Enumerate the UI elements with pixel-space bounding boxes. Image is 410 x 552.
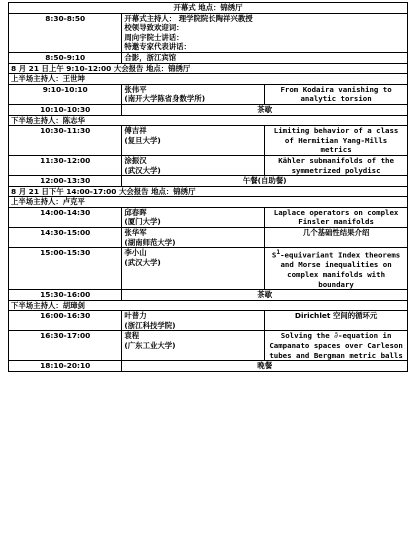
speaker-affiliation: (武汉大学) xyxy=(124,257,161,267)
dinner-row xyxy=(9,361,408,372)
talk-speaker xyxy=(122,207,265,227)
talk-time: 16:30-17:00 xyxy=(9,331,122,361)
speaker-name: 邱春晖 xyxy=(124,207,147,217)
tea-break-time: 10:10-10:30 xyxy=(9,104,122,115)
dbar-symbol: ∂̄ xyxy=(334,331,338,341)
talk-row xyxy=(9,126,408,156)
lunch-label: 午餐(自助餐) xyxy=(122,176,408,187)
morning-chair1: 上半场主持人：王世坤 xyxy=(9,74,408,85)
tea-break-label: 茶歇 xyxy=(122,104,408,115)
opening-host-line: 开幕式主持人： 理学院院长陶祥兴教授 xyxy=(124,13,253,23)
speaker-affiliation: (厦门大学) xyxy=(124,217,161,227)
afternoon-chair1: 上半场主持人：卢克平 xyxy=(9,197,408,208)
talk-row xyxy=(9,155,408,175)
lunch-row xyxy=(9,176,408,187)
tea-break-row xyxy=(9,104,408,115)
talk-row xyxy=(9,228,408,248)
morning-chair2: 下半场主持人：陈志华 xyxy=(9,115,408,126)
morning-chair2-row xyxy=(9,115,408,126)
tea-break-label: 茶歇 xyxy=(122,290,408,301)
morning-header-row xyxy=(9,63,408,74)
talk-speaker xyxy=(122,248,265,290)
photo-row xyxy=(9,52,408,63)
talk-title: Dirichlet 空间的循环元 xyxy=(265,311,408,331)
schedule-table xyxy=(8,2,408,372)
title-prefix: S xyxy=(271,250,277,260)
talk-title xyxy=(265,331,408,361)
talk-time: 11:30-12:00 xyxy=(9,155,122,175)
talk-title xyxy=(265,248,408,290)
morning-chair1-row xyxy=(9,74,408,85)
dinner-time: 18:10-20:10 xyxy=(9,361,122,372)
talk-time: 10:30-11:30 xyxy=(9,126,122,156)
speaker-affiliation: (广东工业大学) xyxy=(124,341,176,351)
opening-time: 8:30-8:50 xyxy=(9,13,122,52)
afternoon-chair2: 下半场主持人：胡璋剑 xyxy=(9,300,408,311)
talk-row xyxy=(9,84,408,104)
speaker-name: 李小山 xyxy=(124,248,147,258)
morning-header: 8 月 21 日上午 9:10-12:00 大会报告 地点：锦绣厅 xyxy=(9,63,408,74)
afternoon-chair1-row xyxy=(9,197,408,208)
tea-break-row xyxy=(9,290,408,301)
talk-time: 9:10-10:10 xyxy=(9,84,122,104)
speaker-affiliation: (武汉大学) xyxy=(124,165,161,175)
lunch-time: 12:00-13:30 xyxy=(9,176,122,187)
photo-time: 8:50-9:10 xyxy=(9,52,122,63)
title-rest: -equivariant Index theorems and Morse inequalities on complex manifolds with boundary xyxy=(280,250,401,289)
speaker-affiliation: (浙江科技学院) xyxy=(124,320,176,330)
speaker-affiliation: (湖南师范大学) xyxy=(124,237,176,247)
dinner-label: 晚餐 xyxy=(122,361,408,372)
talk-title: From Kodaira vanishing to analytic torsion xyxy=(265,84,408,104)
talk-row xyxy=(9,207,408,227)
opening-row xyxy=(9,13,408,52)
opening-welcome-line: 校领导致欢迎词： xyxy=(124,23,184,33)
speaker-name: 张伟平 xyxy=(124,84,147,94)
talk-speaker xyxy=(122,331,265,361)
opening-details xyxy=(122,13,408,52)
talk-title: Limiting behavior of a class of Hermitian Yang-Mills metrics xyxy=(265,126,408,156)
title-part-b: -equation in Campanato spaces over Carleson tubes and Bergman metric balls xyxy=(269,331,403,360)
speaker-name: 叶普力 xyxy=(124,311,147,321)
opening-speech-line: 周向宇院士讲话： xyxy=(124,32,184,42)
talk-time: 14:30-15:00 xyxy=(9,228,122,248)
opening-expert-line: 特邀专家代表讲话： xyxy=(124,42,191,52)
tea-break-time: 15:30-16:00 xyxy=(9,290,122,301)
talk-speaker xyxy=(122,311,265,331)
talk-row xyxy=(9,331,408,361)
opening-header: 开幕式 地点：锦绣厅 xyxy=(9,3,408,14)
talk-speaker xyxy=(122,155,265,175)
afternoon-header: 8 月 21 日下午 14:00-17:00 大会报告 地点：锦绣厅 xyxy=(9,186,408,197)
opening-header-row xyxy=(9,3,408,14)
talk-speaker xyxy=(122,228,265,248)
talk-title: 几个基础性结果介绍 xyxy=(265,228,408,248)
speaker-name: 涂振汉 xyxy=(124,155,147,165)
talk-title: Kähler submanifolds of the symmetrized polydisc xyxy=(265,155,408,175)
talk-speaker xyxy=(122,84,265,104)
talk-title: Laplace operators on complex Finsler manifolds xyxy=(265,207,408,227)
title-part-a: Solving the xyxy=(280,331,335,341)
talk-speaker xyxy=(122,126,265,156)
photo-text: 合影，浙江宾馆 xyxy=(122,52,408,63)
speaker-affiliation: (南开大学陈省身数学所) xyxy=(124,94,206,104)
talk-time: 15:00-15:30 xyxy=(9,248,122,290)
talk-row xyxy=(9,311,408,331)
afternoon-chair2-row xyxy=(9,300,408,311)
talk-time: 14:00-14:30 xyxy=(9,207,122,227)
speaker-affiliation: (复旦大学) xyxy=(124,135,161,145)
speaker-name: 张华军 xyxy=(124,228,147,238)
speaker-name: 傅吉祥 xyxy=(124,126,147,136)
talk-row xyxy=(9,248,408,290)
title-superscript: 1 xyxy=(276,249,281,257)
afternoon-header-row xyxy=(9,186,408,197)
speaker-name: 袁程 xyxy=(124,331,140,341)
talk-time: 16:00-16:30 xyxy=(9,311,122,331)
